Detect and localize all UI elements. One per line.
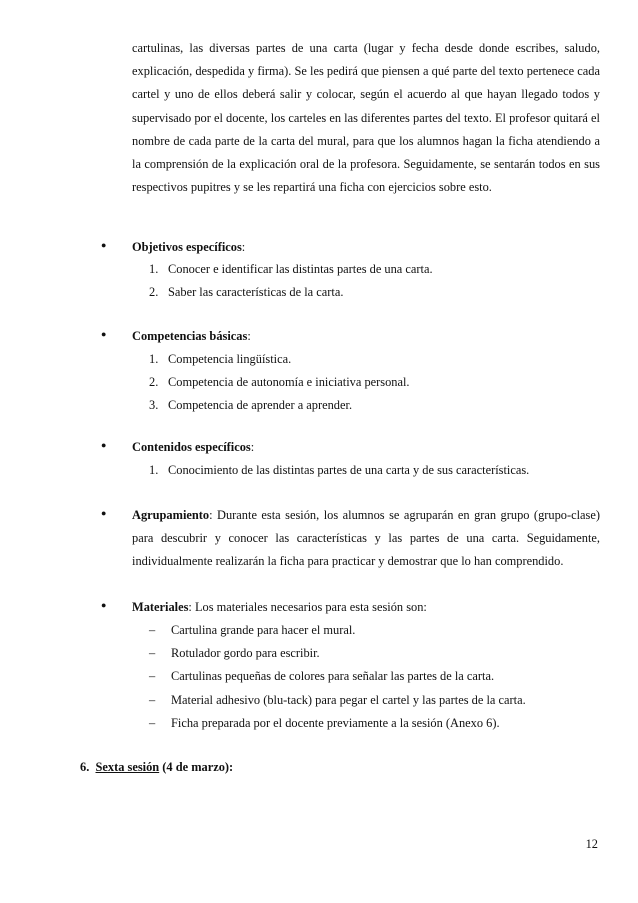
list-item: 1. Conocimiento de las distintas partes de una carta y de sus características. [149,463,530,477]
agrupamiento-heading: Agrupamiento [132,508,210,522]
bullet-icon [101,241,109,249]
section-title: Sexta sesión [95,760,160,774]
list-item: – Ficha preparada por el docente previamente a la sesión (Anexo 6). [149,715,500,730]
objetivos-heading: Objetivos específicos [132,240,242,254]
page-number: 12 [585,837,598,851]
competencias-list [149,348,410,417]
list-item: 1. Competencia lingüística. [149,352,292,366]
objetivos-list [149,258,433,304]
bullet-icon [101,330,109,338]
agrupamiento-text: Agrupamiento: Durante esta sesión, los alumnos se agruparán en gran grupo (grupo-clase) para descubrir y conocer las características y las partes de una carta. Seguidamente, individualmente realizarán la ficha para practicar y demostrar que lo han comprendido. [132,508,600,569]
competencias-heading: Competencias básicas [132,329,248,343]
list-item: – Material adhesivo (blu-tack) para pegar el cartel y las partes de la carta. [149,692,526,707]
body-paragraph: cartulinas, las diversas partes de una carta (lugar y fecha desde donde escribes, saludo, explicación, despedida y firma). Se les pedirá que piensen a qué parte del texto pertenece cada cartel y uno de ellos deberá salir y colocar, según el acuerdo al que hayan llegado todos y supervisado por el docente, los carteles en las diferentes partes del texto. El profesor quitará el nombre de cada parte de la carta del mural, para que los alumnos hagan la ficha atendiendo a la comprensión de la explicación oral de la profesora. Seguidamente, se sentarán todos en sus respectivos pupitres y se les repartirá una ficha con ejercicios sobre esto. [132,41,600,195]
materiales-list [149,619,526,735]
bullet-icon [101,601,109,609]
contenidos-heading-line: Contenidos específicos: [132,440,255,454]
materiales-intro-line: Materiales: Los materiales necesarios para esta sesión son: [132,600,427,614]
objetivos-heading-line: Objetivos específicos: [132,240,246,254]
bullet-icon [101,509,109,517]
list-item: – Cartulina grande para hacer el mural. [149,623,356,637]
contenidos-heading: Contenidos específicos [132,440,251,454]
materiales-heading: Materiales [132,600,189,614]
contenidos-list [149,459,529,482]
list-item: – Cartulinas pequeñas de colores para señalar las partes de la carta. [149,669,495,684]
bullet-icon [101,441,109,449]
list-item: 2. Saber las características de la carta. [149,285,344,299]
list-item: 3. Competencia de aprender a aprender. [149,398,353,412]
competencias-heading-line: Competencias básicas: [132,329,251,343]
list-item: 1. Conocer e identificar las distintas partes de una carta. [149,262,433,276]
list-item: 2. Competencia de autonomía e iniciativa personal. [149,375,410,389]
list-item: – Rotulador gordo para escribir. [149,646,320,661]
section-heading: 6. Sexta sesión (4 de marzo): [80,760,234,774]
